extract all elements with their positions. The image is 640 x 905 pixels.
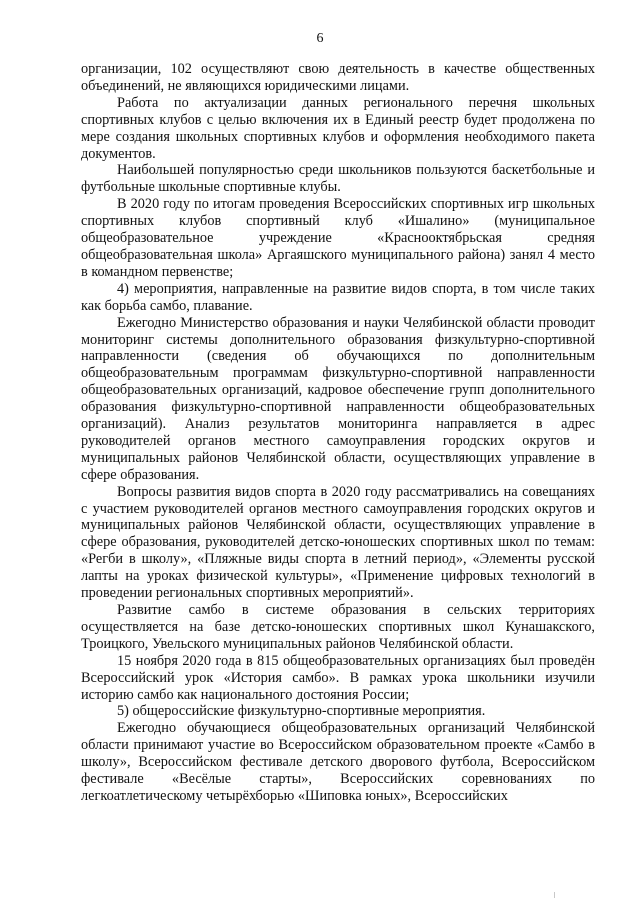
paragraph: 15 ноября 2020 года в 815 общеобразовательных организациях был проведён Всероссийский урок «История самбо». В рамках урока школьники изучили историю самбо как национального достояния России; [81, 652, 595, 703]
paragraph: Работа по актуализации данных регионального перечня школьных спортивных клубов с целью включения их в Единый реестр будет продолжена по мере создания школьных спортивных клубов и оформления необходимого пакета документов. [81, 94, 595, 162]
scan-artifact-mark [554, 892, 555, 898]
paragraph: В 2020 году по итогам проведения Всероссийских спортивных игр школьных спортивных клубов спортивный клуб «Ишалино» (муниципальное общеобразовательное учреждение «Краснооктябрьская средняя общеобразовательная школа» Аргаяшского муниципального района) занял 4 место в командном первенстве; [81, 196, 595, 280]
paragraph: Наибольшей популярностью среди школьников пользуются баскетбольные и футбольные школьные спортивные клубы. [81, 162, 595, 196]
page-number: 6 [316, 31, 324, 46]
paragraph: 5) общероссийские физкультурно-спортивные мероприятия. [117, 703, 486, 720]
paragraph: Ежегодно Министерство образования и науки Челябинской области проводит мониторинг системы дополнительного образования физкультурно-спортивной направленности (сведения об обучающихся по дополнительным общеобразовательным программам физкультурно-спортивной направленности общеобразовательных организаций, кадровое обеспечение групп дополнительного образования физкультурно-спортивной направленности общеобразовательных организаций). Анализ результатов мониторинга направляется в адрес руководителей органов местного самоуправления городских округов и муниципальных районов Челябинской области, осуществляющих управление в сфере образования. [81, 314, 595, 483]
paragraph: Развитие самбо в системе образования в сельских территориях осуществляется на базе детско-юношеских спортивных школ Кунашакского, Троицкого, Увельского муниципальных районов Челябинской области. [81, 602, 595, 652]
paragraph: организации, 102 осуществляют свою деятельность в качестве общественных объединений, не являющихся юридическими лицами. [81, 61, 595, 94]
paragraph: Вопросы развития видов спорта в 2020 году рассматривались на совещаниях с участием руководителей органов местного самоуправления городских округов и муниципальных районов Челябинской области, осуществляющих управление в сфере образования, руководителей детско-юношеских спортивных школ по темам: «Регби в школу», «Пляжные виды спорта в летний период», «Элементы русской лапты на уроках физической культуры», «Применение цифровых технологий в проведении региональных спортивных мероприятий». [81, 483, 595, 602]
paragraph: Ежегодно обучающиеся общеобразовательных организаций Челябинской области принимают участие во Всероссийском образовательном проекте «Самбо в школу», Всероссийском фестивале детского дворового футбола, Всероссийском фестивале «Весёлые старты», Всероссийских соревнованиях по легкоатлетическому четырёхборью «Шиповка юных», Всероссийских [81, 720, 595, 804]
paragraph: 4) мероприятия, направленные на развитие видов спорта, в том числе таких как борьба самбо, плавание. [81, 280, 595, 314]
document-body [81, 61, 595, 805]
